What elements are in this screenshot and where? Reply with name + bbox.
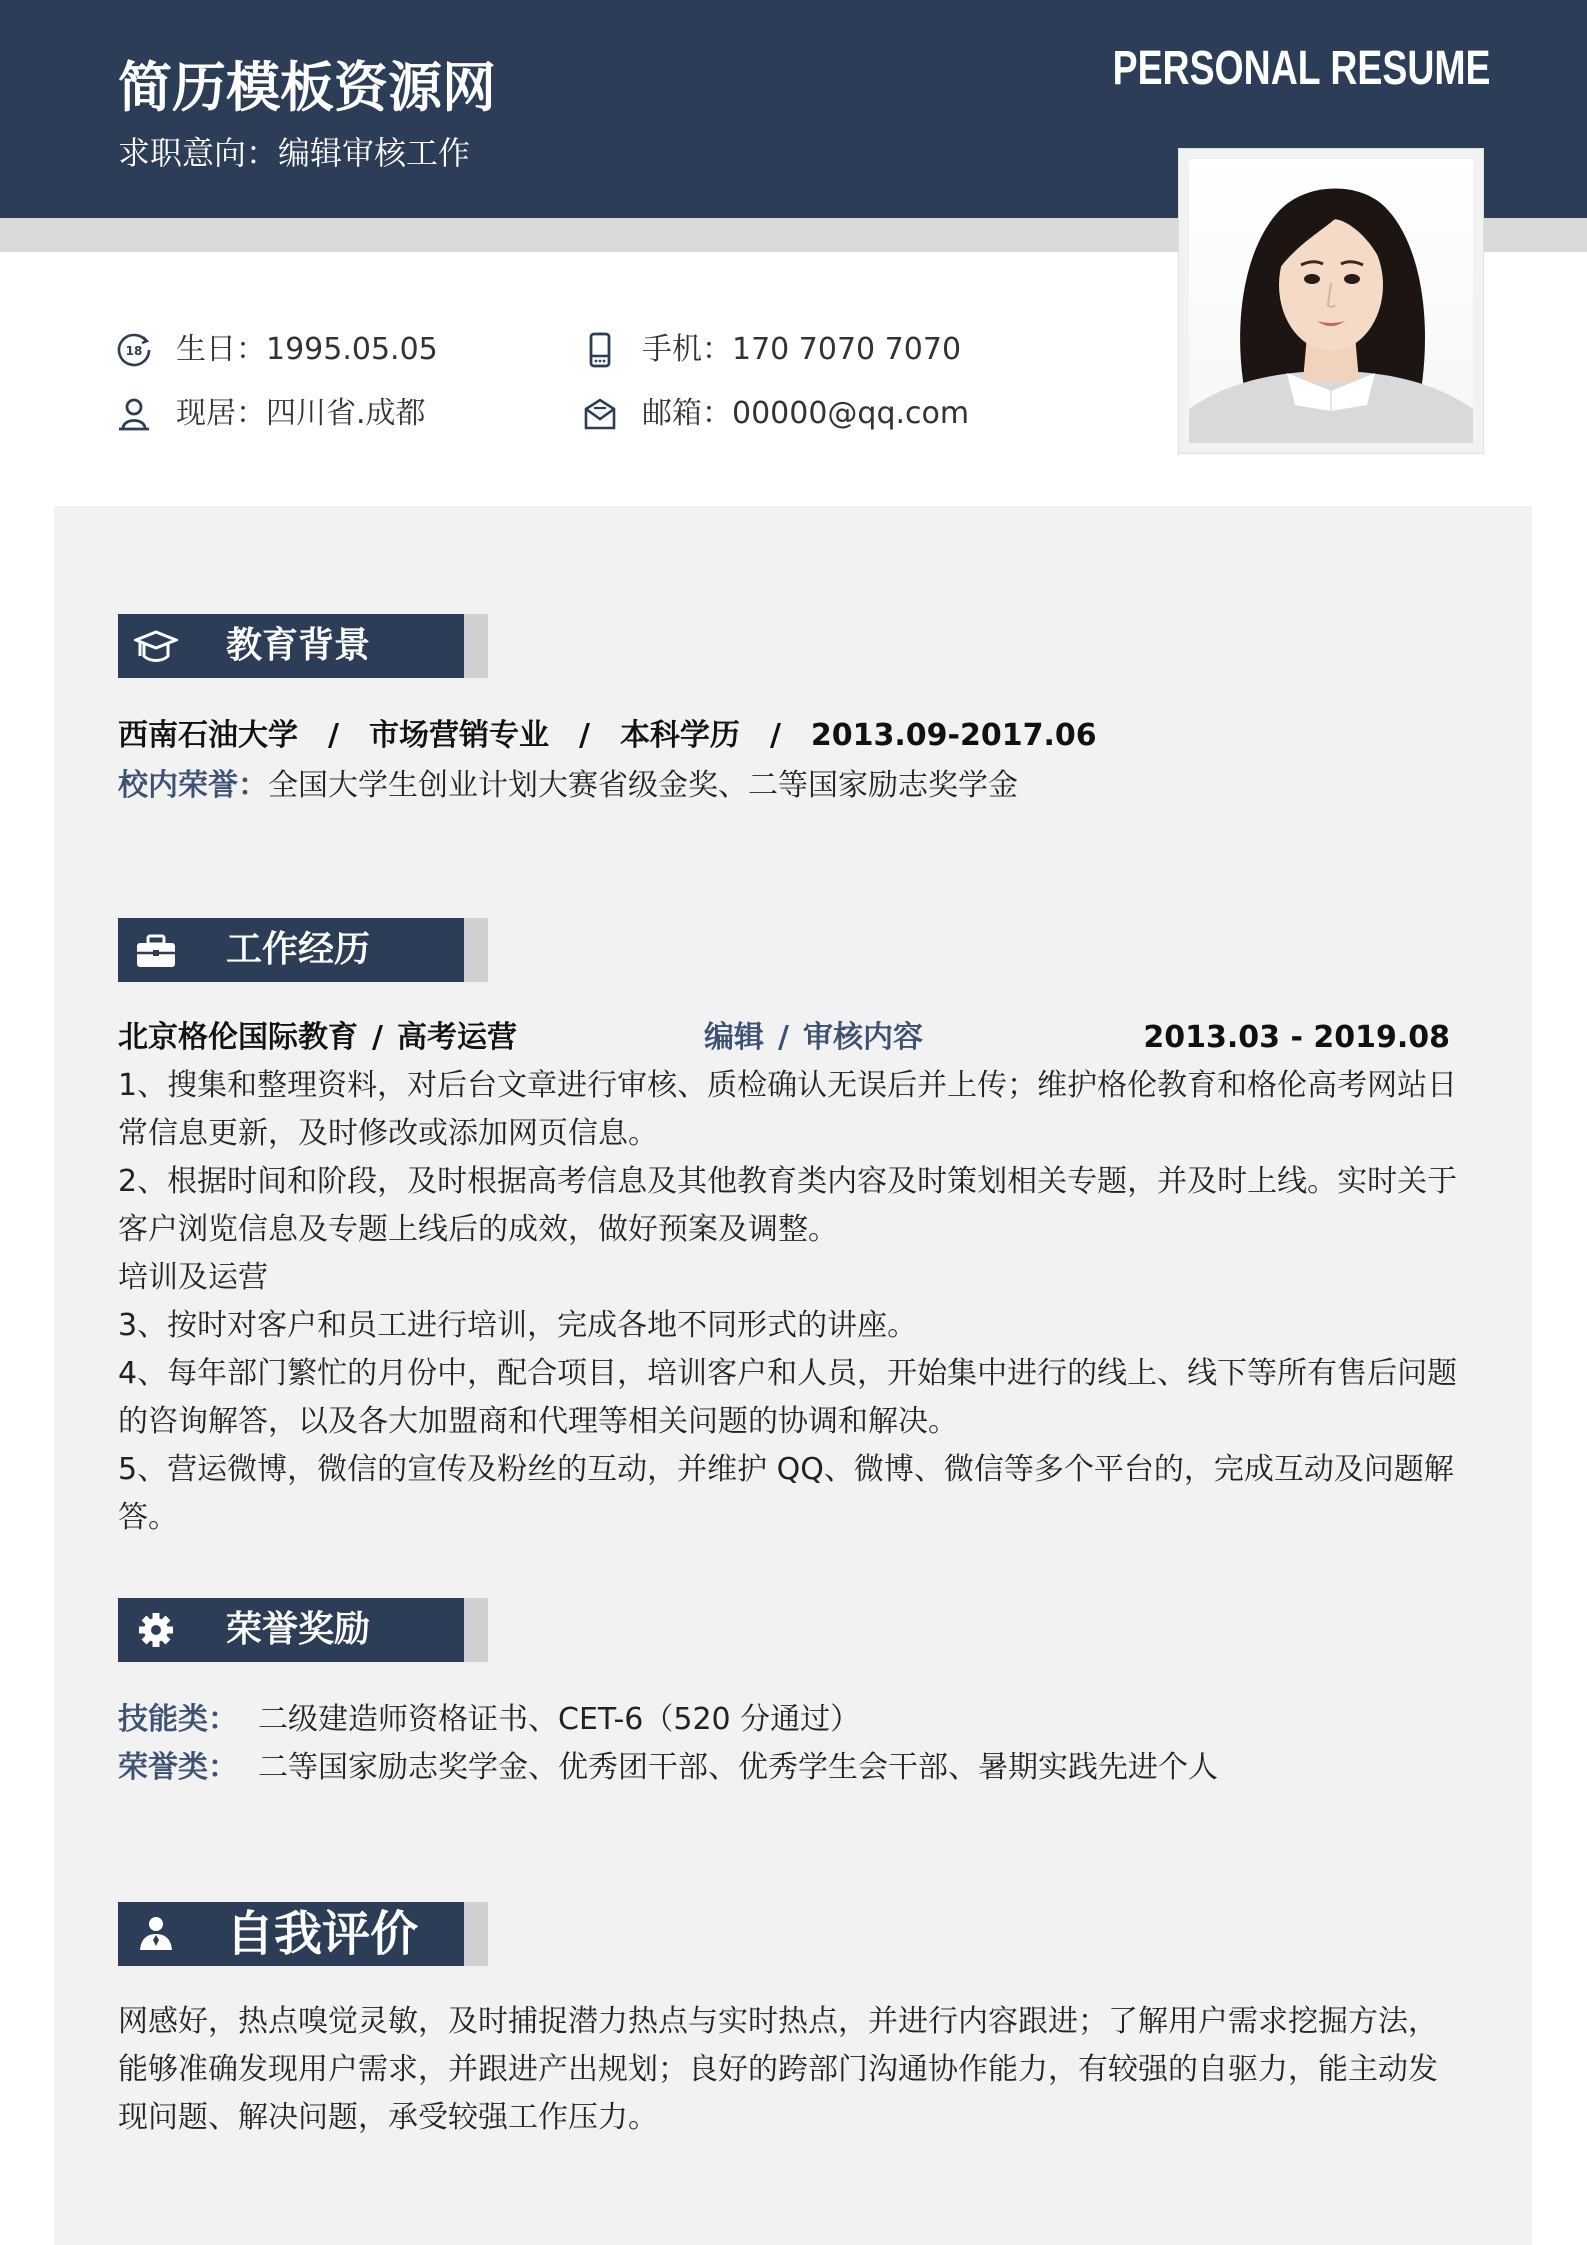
graduation-cap-icon bbox=[134, 626, 178, 666]
contact-address bbox=[116, 392, 426, 436]
skill-label: 技能类： bbox=[118, 1702, 238, 1737]
age-18-icon bbox=[116, 332, 152, 368]
degree: 本科学历 bbox=[619, 718, 740, 753]
role-review: 审核内容 bbox=[802, 1020, 923, 1055]
work-line: 1、搜集和整理资料，对后台文章进行审核、质检确认无误后并上传；维护格伦教育和格伦高考网站日常信息更新，及时修改或添加网页信息。 bbox=[118, 1068, 1458, 1151]
profile-photo bbox=[1189, 159, 1473, 443]
work-line: 4、每年部门繁忙的月份中，配合项目，培训客户和人员，开始集中进行的线上、线下等所有售后问题的咨询解答，以及各大加盟商和代理等相关问题的协调和解决。 bbox=[118, 1356, 1458, 1439]
honor-label: 荣誉类： bbox=[118, 1750, 238, 1785]
work-details bbox=[118, 1062, 1464, 1542]
section-self-header bbox=[118, 1902, 488, 1966]
self-eval-text: 网感好，热点嗅觉灵敏，及时捕捉潜力热点与实时热点，并进行内容跟进；了解用户需求挖掘方法，能够准确发现用户需求，并跟进产出规划；良好的跨部门沟通协作能力，有较强的自驱力，能主动发现问题、解决问题，承受较强工作压力。 bbox=[118, 2004, 1438, 2135]
gear-icon bbox=[134, 1610, 178, 1650]
education-summary: 西南石油大学 / 市场营销专业 / 本科学历 / 2013.09-2017.06 bbox=[118, 718, 1097, 753]
phone-text: 手机：170 7070 7070 bbox=[642, 332, 962, 367]
candidate-name: 简历模板资源网 bbox=[118, 56, 496, 119]
birth-text: 生日：1995.05.05 bbox=[176, 332, 438, 367]
contact-phone bbox=[582, 328, 961, 372]
location-person-icon bbox=[116, 396, 152, 432]
email-text: 邮箱：00000@qq.com bbox=[642, 396, 970, 431]
person-icon bbox=[134, 1914, 178, 1954]
address-text: 现居：四川省.成都 bbox=[176, 396, 426, 431]
work-line: 2、根据时间和阶段，及时根据高考信息及其他教育类内容及时策划相关专题，并及时上线。实时关于客户浏览信息及专题上线后的成效，做好预案及调整。 bbox=[118, 1164, 1458, 1247]
resume-title: PERSONAL RESUME bbox=[1113, 42, 1491, 95]
section-education-title: 教育背景 bbox=[226, 625, 371, 666]
job-intent: 求职意向：编辑审核工作 bbox=[118, 134, 471, 172]
role-edit: 编辑 bbox=[704, 1020, 764, 1055]
honor-text: 二等国家励志奖学金、优秀团干部、优秀学生会干部、暑期实践先进个人 bbox=[258, 1750, 1218, 1785]
honor-row bbox=[118, 1744, 1218, 1792]
work-line: 3、按时对客户和员工进行培训，完成各地不同形式的讲座。 bbox=[118, 1308, 918, 1343]
section-work-header bbox=[118, 918, 488, 982]
skill-text: 二级建造师资格证书、CET-6（520 分通过） bbox=[258, 1702, 861, 1737]
education-honors bbox=[118, 762, 1018, 810]
major: 市场营销专业 bbox=[368, 718, 549, 753]
photo-frame bbox=[1178, 148, 1484, 454]
education-honor-text: 全国大学生创业计划大赛省级金奖、二等国家励志奖学金 bbox=[268, 768, 1018, 803]
contact-birth bbox=[116, 328, 438, 372]
svg-text:18: 18 bbox=[125, 344, 143, 358]
section-honors-title: 荣誉奖励 bbox=[226, 1609, 371, 1650]
mail-icon bbox=[582, 396, 618, 432]
briefcase-icon bbox=[134, 930, 178, 970]
section-self-title: 自我评价 bbox=[226, 1906, 419, 1962]
work-line: 培训及运营 bbox=[118, 1260, 268, 1295]
job-role: 编辑 / 审核内容 bbox=[704, 1020, 923, 1055]
skill-row bbox=[118, 1696, 860, 1744]
work-summary bbox=[118, 1014, 1450, 1062]
contact-email bbox=[582, 392, 969, 436]
department: 高考运营 bbox=[396, 1020, 517, 1055]
section-education-header bbox=[118, 614, 488, 678]
work-line: 5、营运微博，微信的宣传及粉丝的互动，并维护 QQ、微博、微信等多个平台的，完成互动及问题解答。 bbox=[118, 1452, 1454, 1535]
education-honor-label: 校内荣誉： bbox=[118, 768, 268, 803]
education-period: 2013.09-2017.06 bbox=[810, 718, 1097, 753]
section-work-title: 工作经历 bbox=[226, 929, 371, 970]
phone-icon bbox=[582, 332, 618, 368]
school-name: 西南石油大学 bbox=[118, 718, 298, 753]
work-period: 2013.03 - 2019.08 bbox=[1143, 1020, 1450, 1055]
company-name: 北京格伦国际教育 bbox=[118, 1020, 358, 1055]
company-dept: 北京格伦国际教育 / 高考运营 bbox=[118, 1020, 517, 1055]
section-honors-header bbox=[118, 1598, 488, 1662]
